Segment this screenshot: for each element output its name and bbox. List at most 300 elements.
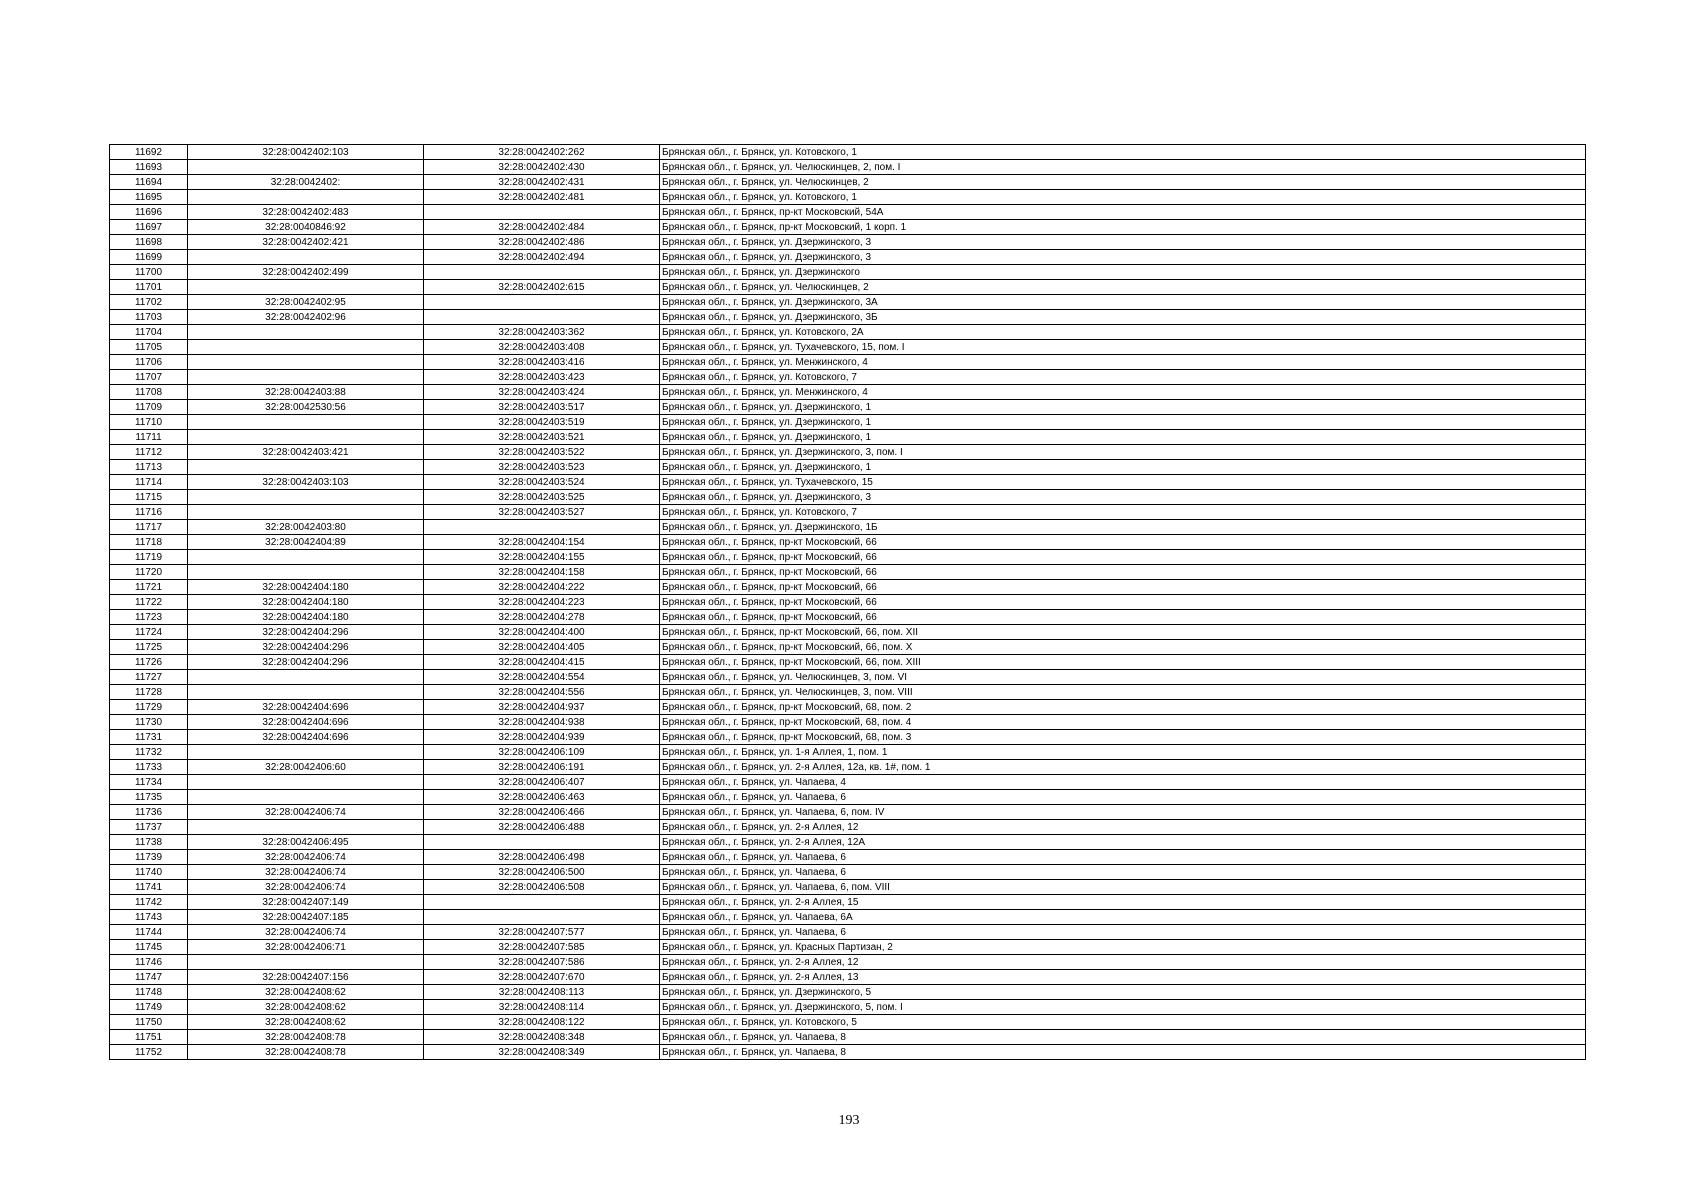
parcel-number-cell: 32:28:0042404:696 xyxy=(188,700,424,715)
address-cell: Брянская обл., г. Брянск, пр-кт Московский, 66 xyxy=(660,595,1586,610)
address-cell: Брянская обл., г. Брянск, ул. Челюскинцев, 3, пом. VI xyxy=(660,670,1586,685)
parcel-number-cell: 32:28:0042408:62 xyxy=(188,1000,424,1015)
table-row xyxy=(110,880,1586,895)
object-number-cell: 32:28:0042402:262 xyxy=(424,145,660,160)
table-row xyxy=(110,505,1586,520)
table-row xyxy=(110,865,1586,880)
table-row xyxy=(110,325,1586,340)
row-number-cell: 11733 xyxy=(110,760,188,775)
address-cell: Брянская обл., г. Брянск, пр-кт Московский, 66 xyxy=(660,550,1586,565)
object-number-cell: 32:28:0042403:408 xyxy=(424,340,660,355)
parcel-number-cell: 32:28:0042404:296 xyxy=(188,625,424,640)
parcel-number-cell: 32:28:0042403:421 xyxy=(188,445,424,460)
object-number-cell: 32:28:0042406:463 xyxy=(424,790,660,805)
parcel-number-cell xyxy=(188,955,424,970)
parcel-number-cell xyxy=(188,550,424,565)
address-cell: Брянская обл., г. Брянск, ул. Дзержинского, 3А xyxy=(660,295,1586,310)
table-row xyxy=(110,385,1586,400)
object-number-cell: 32:28:0042402:484 xyxy=(424,220,660,235)
parcel-number-cell: 32:28:0042408:78 xyxy=(188,1045,424,1060)
table-row xyxy=(110,280,1586,295)
row-number-cell: 11716 xyxy=(110,505,188,520)
object-number-cell: 32:28:0042407:577 xyxy=(424,925,660,940)
table-row xyxy=(110,490,1586,505)
parcel-number-cell: 32:28:0042403:88 xyxy=(188,385,424,400)
address-cell: Брянская обл., г. Брянск, ул. Дзержинского, 1 xyxy=(660,430,1586,445)
address-cell: Брянская обл., г. Брянск, ул. Дзержинского, 3Б xyxy=(660,310,1586,325)
table-row xyxy=(110,895,1586,910)
object-number-cell: 32:28:0042403:517 xyxy=(424,400,660,415)
parcel-number-cell: 32:28:0042402:483 xyxy=(188,205,424,220)
page-number: 193 xyxy=(838,1113,860,1128)
address-cell: Брянская обл., г. Брянск, ул. Чапаева, 8 xyxy=(660,1045,1586,1060)
object-number-cell: 32:28:0042404:939 xyxy=(424,730,660,745)
address-cell: Брянская обл., г. Брянск, ул. Дзержинского, 1 xyxy=(660,415,1586,430)
object-number-cell: 32:28:0042403:523 xyxy=(424,460,660,475)
row-number-cell: 11704 xyxy=(110,325,188,340)
object-number-cell: 32:28:0042402:615 xyxy=(424,280,660,295)
table-row xyxy=(110,520,1586,535)
table-row xyxy=(110,430,1586,445)
address-cell: Брянская обл., г. Брянск, ул. Котовского, 1 xyxy=(660,145,1586,160)
parcel-number-cell: 32:28:0042404:180 xyxy=(188,595,424,610)
parcel-number-cell xyxy=(188,355,424,370)
row-number-cell: 11701 xyxy=(110,280,188,295)
object-number-cell: 32:28:0042408:349 xyxy=(424,1045,660,1060)
registry-table-body xyxy=(110,145,1586,1060)
parcel-number-cell: 32:28:0042404:89 xyxy=(188,535,424,550)
address-cell: Брянская обл., г. Брянск, ул. Челюскинцев, 3, пом. VIII xyxy=(660,685,1586,700)
address-cell: Брянская обл., г. Брянск, пр-кт Московский, 1 корп. 1 xyxy=(660,220,1586,235)
object-number-cell: 32:28:0042406:488 xyxy=(424,820,660,835)
parcel-number-cell: 32:28:0042406:495 xyxy=(188,835,424,850)
table-row xyxy=(110,595,1586,610)
row-number-cell: 11721 xyxy=(110,580,188,595)
object-number-cell: 32:28:0042404:556 xyxy=(424,685,660,700)
parcel-number-cell: 32:28:0042406:74 xyxy=(188,880,424,895)
address-cell: Брянская обл., г. Брянск, ул. Чапаева, 8 xyxy=(660,1030,1586,1045)
address-cell: Брянская обл., г. Брянск, пр-кт Московский, 54А xyxy=(660,205,1586,220)
row-number-cell: 11696 xyxy=(110,205,188,220)
object-number-cell: 32:28:0042403:522 xyxy=(424,445,660,460)
parcel-number-cell: 32:28:0042404:696 xyxy=(188,715,424,730)
row-number-cell: 11720 xyxy=(110,565,188,580)
address-cell: Брянская обл., г. Брянск, пр-кт Московский, 66, пом. XII xyxy=(660,625,1586,640)
row-number-cell: 11752 xyxy=(110,1045,188,1060)
parcel-number-cell xyxy=(188,775,424,790)
table-row xyxy=(110,160,1586,175)
address-cell: Брянская обл., г. Брянск, ул. Менжинского, 4 xyxy=(660,355,1586,370)
row-number-cell: 11693 xyxy=(110,160,188,175)
table-row xyxy=(110,1000,1586,1015)
row-number-cell: 11741 xyxy=(110,880,188,895)
object-number-cell xyxy=(424,835,660,850)
address-cell: Брянская обл., г. Брянск, ул. Чапаева, 6А xyxy=(660,910,1586,925)
row-number-cell: 11699 xyxy=(110,250,188,265)
table-row xyxy=(110,145,1586,160)
object-number-cell: 32:28:0042408:348 xyxy=(424,1030,660,1045)
address-cell: Брянская обл., г. Брянск, ул. 2-я Аллея, 15 xyxy=(660,895,1586,910)
table-row xyxy=(110,220,1586,235)
parcel-number-cell xyxy=(188,565,424,580)
parcel-number-cell: 32:28:0040846:92 xyxy=(188,220,424,235)
row-number-cell: 11709 xyxy=(110,400,188,415)
table-row xyxy=(110,535,1586,550)
address-cell: Брянская обл., г. Брянск, пр-кт Московский, 68, пом. 3 xyxy=(660,730,1586,745)
row-number-cell: 11743 xyxy=(110,910,188,925)
address-cell: Брянская обл., г. Брянск, ул. Тухачевского, 15, пом. I xyxy=(660,340,1586,355)
row-number-cell: 11742 xyxy=(110,895,188,910)
table-row xyxy=(110,940,1586,955)
object-number-cell: 32:28:0042403:521 xyxy=(424,430,660,445)
parcel-number-cell xyxy=(188,415,424,430)
object-number-cell: 32:28:0042407:585 xyxy=(424,940,660,955)
address-cell: Брянская обл., г. Брянск, ул. Дзержинского, 5, пом. I xyxy=(660,1000,1586,1015)
object-number-cell: 32:28:0042403:362 xyxy=(424,325,660,340)
parcel-number-cell xyxy=(188,370,424,385)
table-row xyxy=(110,835,1586,850)
row-number-cell: 11712 xyxy=(110,445,188,460)
table-row xyxy=(110,850,1586,865)
row-number-cell: 11732 xyxy=(110,745,188,760)
address-cell: Брянская обл., г. Брянск, ул. 2-я Аллея, 12 xyxy=(660,820,1586,835)
row-number-cell: 11695 xyxy=(110,190,188,205)
object-number-cell xyxy=(424,295,660,310)
parcel-number-cell: 32:28:0042408:78 xyxy=(188,1030,424,1045)
table-row xyxy=(110,955,1586,970)
address-cell: Брянская обл., г. Брянск, ул. Котовского, 7 xyxy=(660,370,1586,385)
parcel-number-cell: 32:28:0042404:296 xyxy=(188,640,424,655)
table-row xyxy=(110,205,1586,220)
table-row xyxy=(110,400,1586,415)
object-number-cell: 32:28:0042404:278 xyxy=(424,610,660,625)
table-row xyxy=(110,250,1586,265)
address-cell: Брянская обл., г. Брянск, ул. Чапаева, 6, пом. VIII xyxy=(660,880,1586,895)
table-row xyxy=(110,295,1586,310)
row-number-cell: 11737 xyxy=(110,820,188,835)
object-number-cell: 32:28:0042404:415 xyxy=(424,655,660,670)
object-number-cell xyxy=(424,310,660,325)
table-row xyxy=(110,175,1586,190)
parcel-number-cell: 32:28:0042530:56 xyxy=(188,400,424,415)
parcel-number-cell xyxy=(188,250,424,265)
row-number-cell: 11719 xyxy=(110,550,188,565)
address-cell: Брянская обл., г. Брянск, ул. Котовского, 1 xyxy=(660,190,1586,205)
parcel-number-cell: 32:28:0042406:60 xyxy=(188,760,424,775)
table-row xyxy=(110,775,1586,790)
object-number-cell: 32:28:0042408:113 xyxy=(424,985,660,1000)
row-number-cell: 11729 xyxy=(110,700,188,715)
address-cell: Брянская обл., г. Брянск, ул. Дзержинского, 3 xyxy=(660,250,1586,265)
object-number-cell: 32:28:0042406:407 xyxy=(424,775,660,790)
row-number-cell: 11707 xyxy=(110,370,188,385)
table-row xyxy=(110,640,1586,655)
address-cell: Брянская обл., г. Брянск, пр-кт Московский, 66, пом. X xyxy=(660,640,1586,655)
address-cell: Брянская обл., г. Брянск, ул. Чапаева, 4 xyxy=(660,775,1586,790)
object-number-cell: 32:28:0042403:416 xyxy=(424,355,660,370)
table-row xyxy=(110,550,1586,565)
address-cell: Брянская обл., г. Брянск, ул. Чапаева, 6 xyxy=(660,790,1586,805)
row-number-cell: 11726 xyxy=(110,655,188,670)
parcel-number-cell: 32:28:0042408:62 xyxy=(188,985,424,1000)
object-number-cell: 32:28:0042402:486 xyxy=(424,235,660,250)
object-number-cell: 32:28:0042406:191 xyxy=(424,760,660,775)
row-number-cell: 11698 xyxy=(110,235,188,250)
row-number-cell: 11746 xyxy=(110,955,188,970)
table-row xyxy=(110,625,1586,640)
object-number-cell: 32:28:0042403:424 xyxy=(424,385,660,400)
table-row xyxy=(110,475,1586,490)
table-row xyxy=(110,805,1586,820)
object-number-cell: 32:28:0042406:508 xyxy=(424,880,660,895)
object-number-cell: 32:28:0042402:431 xyxy=(424,175,660,190)
object-number-cell: 32:28:0042406:109 xyxy=(424,745,660,760)
table-row xyxy=(110,580,1586,595)
address-cell: Брянская обл., г. Брянск, ул. Дзержинского, 3, пом. I xyxy=(660,445,1586,460)
parcel-number-cell: 32:28:0042402: xyxy=(188,175,424,190)
object-number-cell: 32:28:0042403:527 xyxy=(424,505,660,520)
address-cell: Брянская обл., г. Брянск, ул. Челюскинцев, 2 xyxy=(660,175,1586,190)
row-number-cell: 11731 xyxy=(110,730,188,745)
object-number-cell: 32:28:0042404:223 xyxy=(424,595,660,610)
row-number-cell: 11724 xyxy=(110,625,188,640)
table-row xyxy=(110,790,1586,805)
parcel-number-cell: 32:28:0042402:499 xyxy=(188,265,424,280)
table-row xyxy=(110,415,1586,430)
table-row xyxy=(110,910,1586,925)
object-number-cell: 32:28:0042404:154 xyxy=(424,535,660,550)
address-cell: Брянская обл., г. Брянск, пр-кт Московский, 66 xyxy=(660,535,1586,550)
address-cell: Брянская обл., г. Брянск, ул. Челюскинцев, 2 xyxy=(660,280,1586,295)
parcel-number-cell: 32:28:0042408:62 xyxy=(188,1015,424,1030)
table-row xyxy=(110,670,1586,685)
row-number-cell: 11748 xyxy=(110,985,188,1000)
registry-table xyxy=(109,144,1586,1060)
row-number-cell: 11738 xyxy=(110,835,188,850)
row-number-cell: 11717 xyxy=(110,520,188,535)
parcel-number-cell: 32:28:0042404:180 xyxy=(188,610,424,625)
parcel-number-cell xyxy=(188,460,424,475)
parcel-number-cell: 32:28:0042403:80 xyxy=(188,520,424,535)
parcel-number-cell: 32:28:0042402:96 xyxy=(188,310,424,325)
row-number-cell: 11727 xyxy=(110,670,188,685)
parcel-number-cell xyxy=(188,670,424,685)
table-row xyxy=(110,1030,1586,1045)
address-cell: Брянская обл., г. Брянск, ул. Менжинского, 4 xyxy=(660,385,1586,400)
parcel-number-cell: 32:28:0042406:74 xyxy=(188,925,424,940)
parcel-number-cell xyxy=(188,340,424,355)
row-number-cell: 11702 xyxy=(110,295,188,310)
parcel-number-cell: 32:28:0042402:421 xyxy=(188,235,424,250)
address-cell: Брянская обл., г. Брянск, ул. Дзержинского, 5 xyxy=(660,985,1586,1000)
row-number-cell: 11694 xyxy=(110,175,188,190)
row-number-cell: 11722 xyxy=(110,595,188,610)
table-row xyxy=(110,190,1586,205)
object-number-cell: 32:28:0042404:222 xyxy=(424,580,660,595)
row-number-cell: 11706 xyxy=(110,355,188,370)
address-cell: Брянская обл., г. Брянск, ул. Тухачевского, 15 xyxy=(660,475,1586,490)
table-row xyxy=(110,1045,1586,1060)
address-cell: Брянская обл., г. Брянск, ул. 2-я Аллея, 13 xyxy=(660,970,1586,985)
parcel-number-cell: 32:28:0042404:696 xyxy=(188,730,424,745)
parcel-number-cell xyxy=(188,790,424,805)
row-number-cell: 11747 xyxy=(110,970,188,985)
row-number-cell: 11711 xyxy=(110,430,188,445)
table-row xyxy=(110,970,1586,985)
row-number-cell: 11692 xyxy=(110,145,188,160)
table-row xyxy=(110,730,1586,745)
table-row xyxy=(110,1015,1586,1030)
object-number-cell: 32:28:0042407:670 xyxy=(424,970,660,985)
row-number-cell: 11714 xyxy=(110,475,188,490)
address-cell: Брянская обл., г. Брянск, ул. Чапаева, 6 xyxy=(660,850,1586,865)
address-cell: Брянская обл., г. Брянск, пр-кт Московский, 68, пом. 2 xyxy=(660,700,1586,715)
row-number-cell: 11723 xyxy=(110,610,188,625)
parcel-number-cell: 32:28:0042402:103 xyxy=(188,145,424,160)
table-row xyxy=(110,610,1586,625)
address-cell: Брянская обл., г. Брянск, ул. Котовского, 5 xyxy=(660,1015,1586,1030)
object-number-cell: 32:28:0042406:500 xyxy=(424,865,660,880)
object-number-cell: 32:28:0042406:498 xyxy=(424,850,660,865)
object-number-cell xyxy=(424,520,660,535)
parcel-number-cell xyxy=(188,325,424,340)
parcel-number-cell xyxy=(188,430,424,445)
address-cell: Брянская обл., г. Брянск, ул. Дзержинского, 1Б xyxy=(660,520,1586,535)
object-number-cell: 32:28:0042407:586 xyxy=(424,955,660,970)
row-number-cell: 11697 xyxy=(110,220,188,235)
object-number-cell: 32:28:0042403:423 xyxy=(424,370,660,385)
parcel-number-cell: 32:28:0042407:156 xyxy=(188,970,424,985)
parcel-number-cell xyxy=(188,685,424,700)
object-number-cell: 32:28:0042404:155 xyxy=(424,550,660,565)
address-cell: Брянская обл., г. Брянск, ул. Красных Партизан, 2 xyxy=(660,940,1586,955)
object-number-cell: 32:28:0042403:524 xyxy=(424,475,660,490)
address-cell: Брянская обл., г. Брянск, пр-кт Московский, 66, пом. XIII xyxy=(660,655,1586,670)
object-number-cell xyxy=(424,205,660,220)
table-row xyxy=(110,370,1586,385)
parcel-number-cell: 32:28:0042407:149 xyxy=(188,895,424,910)
row-number-cell: 11730 xyxy=(110,715,188,730)
table-row xyxy=(110,355,1586,370)
row-number-cell: 11710 xyxy=(110,415,188,430)
address-cell: Брянская обл., г. Брянск, ул. Дзержинского xyxy=(660,265,1586,280)
parcel-number-cell: 32:28:0042404:180 xyxy=(188,580,424,595)
address-cell: Брянская обл., г. Брянск, ул. 1-я Аллея, 1, пом. 1 xyxy=(660,745,1586,760)
row-number-cell: 11708 xyxy=(110,385,188,400)
parcel-number-cell: 32:28:0042406:74 xyxy=(188,850,424,865)
table-row xyxy=(110,445,1586,460)
table-row xyxy=(110,925,1586,940)
parcel-number-cell xyxy=(188,820,424,835)
address-cell: Брянская обл., г. Брянск, пр-кт Московский, 66 xyxy=(660,610,1586,625)
row-number-cell: 11725 xyxy=(110,640,188,655)
table-row xyxy=(110,565,1586,580)
address-cell: Брянская обл., г. Брянск, ул. 2-я Аллея, 12 xyxy=(660,955,1586,970)
object-number-cell: 32:28:0042402:494 xyxy=(424,250,660,265)
table-row xyxy=(110,745,1586,760)
parcel-number-cell xyxy=(188,490,424,505)
address-cell: Брянская обл., г. Брянск, пр-кт Московский, 66 xyxy=(660,580,1586,595)
row-number-cell: 11745 xyxy=(110,940,188,955)
object-number-cell: 32:28:0042404:158 xyxy=(424,565,660,580)
object-number-cell: 32:28:0042403:525 xyxy=(424,490,660,505)
row-number-cell: 11700 xyxy=(110,265,188,280)
row-number-cell: 11751 xyxy=(110,1030,188,1045)
address-cell: Брянская обл., г. Брянск, ул. 2-я Аллея, 12А xyxy=(660,835,1586,850)
object-number-cell: 32:28:0042404:937 xyxy=(424,700,660,715)
address-cell: Брянская обл., г. Брянск, ул. Котовского, 2А xyxy=(660,325,1586,340)
parcel-number-cell xyxy=(188,190,424,205)
row-number-cell: 11718 xyxy=(110,535,188,550)
table-row xyxy=(110,235,1586,250)
parcel-number-cell xyxy=(188,280,424,295)
table-row xyxy=(110,460,1586,475)
address-cell: Брянская обл., г. Брянск, ул. Чапаева, 6 xyxy=(660,925,1586,940)
object-number-cell: 32:28:0042404:405 xyxy=(424,640,660,655)
address-cell: Брянская обл., г. Брянск, ул. Дзержинского, 1 xyxy=(660,400,1586,415)
row-number-cell: 11740 xyxy=(110,865,188,880)
address-cell: Брянская обл., г. Брянск, ул. Дзержинского, 3 xyxy=(660,235,1586,250)
parcel-number-cell: 32:28:0042404:296 xyxy=(188,655,424,670)
row-number-cell: 11703 xyxy=(110,310,188,325)
row-number-cell: 11736 xyxy=(110,805,188,820)
address-cell: Брянская обл., г. Брянск, ул. Чапаева, 6, пом. IV xyxy=(660,805,1586,820)
object-number-cell: 32:28:0042404:400 xyxy=(424,625,660,640)
object-number-cell: 32:28:0042404:554 xyxy=(424,670,660,685)
parcel-number-cell xyxy=(188,160,424,175)
row-number-cell: 11739 xyxy=(110,850,188,865)
object-number-cell: 32:28:0042408:122 xyxy=(424,1015,660,1030)
table-row xyxy=(110,265,1586,280)
object-number-cell xyxy=(424,895,660,910)
parcel-number-cell: 32:28:0042406:74 xyxy=(188,805,424,820)
object-number-cell: 32:28:0042403:519 xyxy=(424,415,660,430)
object-number-cell: 32:28:0042402:481 xyxy=(424,190,660,205)
row-number-cell: 11750 xyxy=(110,1015,188,1030)
row-number-cell: 11744 xyxy=(110,925,188,940)
address-cell: Брянская обл., г. Брянск, ул. 2-я Аллея, 12а, кв. 1#, пом. 1 xyxy=(660,760,1586,775)
row-number-cell: 11735 xyxy=(110,790,188,805)
row-number-cell: 11713 xyxy=(110,460,188,475)
table-row xyxy=(110,985,1586,1000)
parcel-number-cell xyxy=(188,745,424,760)
object-number-cell: 32:28:0042406:466 xyxy=(424,805,660,820)
row-number-cell: 11715 xyxy=(110,490,188,505)
parcel-number-cell xyxy=(188,505,424,520)
address-cell: Брянская обл., г. Брянск, ул. Дзержинского, 1 xyxy=(660,460,1586,475)
address-cell: Брянская обл., г. Брянск, ул. Дзержинского, 3 xyxy=(660,490,1586,505)
parcel-number-cell: 32:28:0042406:74 xyxy=(188,865,424,880)
table-row xyxy=(110,700,1586,715)
table-row xyxy=(110,820,1586,835)
object-number-cell: 32:28:0042404:938 xyxy=(424,715,660,730)
address-cell: Брянская обл., г. Брянск, ул. Котовского, 7 xyxy=(660,505,1586,520)
table-row xyxy=(110,715,1586,730)
object-number-cell xyxy=(424,265,660,280)
row-number-cell: 11705 xyxy=(110,340,188,355)
parcel-number-cell: 32:28:0042402:95 xyxy=(188,295,424,310)
row-number-cell: 11734 xyxy=(110,775,188,790)
parcel-number-cell: 32:28:0042406:71 xyxy=(188,940,424,955)
table-row xyxy=(110,655,1586,670)
row-number-cell: 11728 xyxy=(110,685,188,700)
table-row xyxy=(110,760,1586,775)
object-number-cell: 32:28:0042402:430 xyxy=(424,160,660,175)
address-cell: Брянская обл., г. Брянск, ул. Челюскинцев, 2, пом. I xyxy=(660,160,1586,175)
row-number-cell: 11749 xyxy=(110,1000,188,1015)
table-row xyxy=(110,685,1586,700)
address-cell: Брянская обл., г. Брянск, пр-кт Московский, 66 xyxy=(660,565,1586,580)
